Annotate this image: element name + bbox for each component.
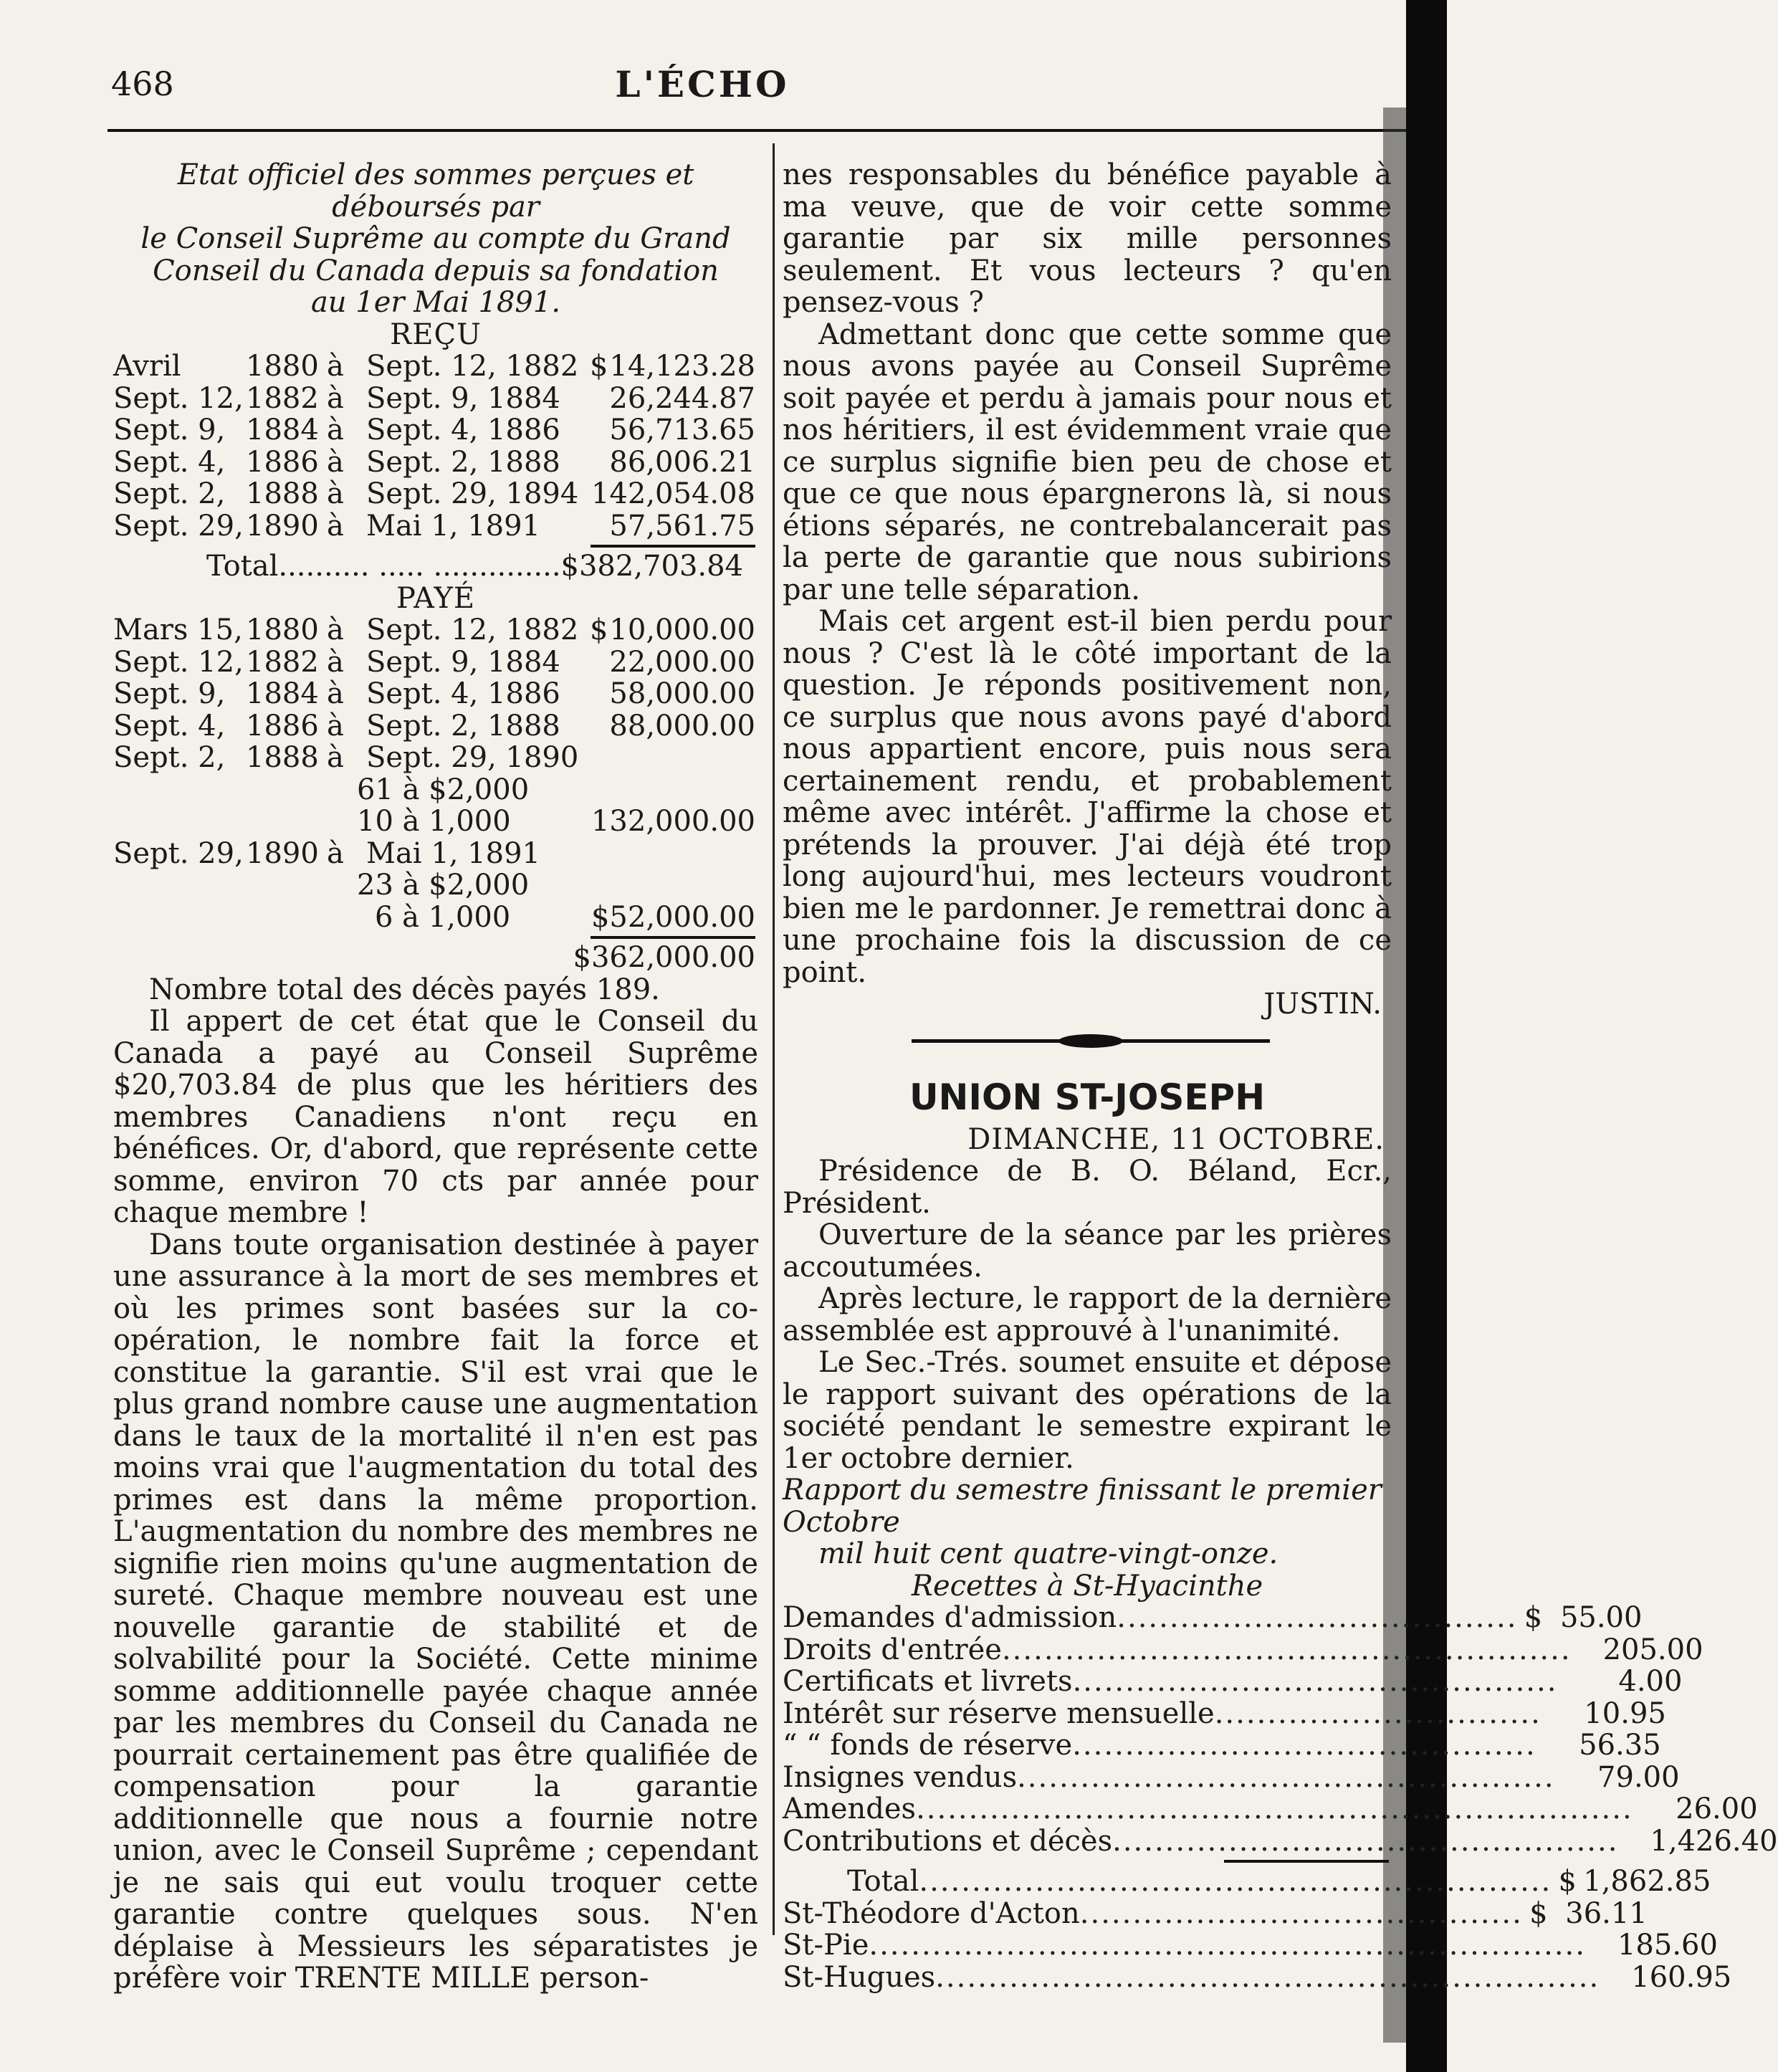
received-row: Avril 1880 à Sept. 12, 1882 $ 14,123.28 (113, 350, 755, 383)
paid-row: Sept. 29, 1890 à Mai 1, 1891 (113, 836, 540, 870)
paragraph: Après lecture, le rapport de la dernière assemblée est approuvé à l'unanimité. (783, 1282, 1392, 1347)
branch-row: St-Pie .................................................................... 185.60 (783, 1929, 1718, 1962)
receipt-row: Intérêt sur réserve mensuelle ............................... 10.95 (783, 1696, 1666, 1730)
paragraph: Il appert de cet état que le Conseil du Canada a payé au Conseil Suprême $20,703.84 de plus que les héritiers des membres Canadiens n'ont reçu en bénéfices. Or, d'abord, que représente cette somme, environ 70 cts par année pour chaque membre ! (113, 1005, 758, 1229)
branch-row: St-Hugues ............................................................... 160.95 (783, 1960, 1732, 1994)
paragraph: Ouverture de la séance par les prières accoutumées. (783, 1218, 1392, 1284)
date-line: DIMANCHE, 11 OCTOBRE. (967, 1122, 1385, 1156)
sum-rule (783, 1857, 1392, 1866)
right-column (783, 158, 1778, 1994)
receipt-row: Contributions et décès ................................................ 1,426.40 (783, 1824, 1778, 1858)
statement-heading-line: Etat officiel des sommes perçues et déboursés par (177, 158, 694, 224)
column-divider (773, 143, 775, 1935)
receipt-row: “ “ fonds de réserve ............................................ 56.35 (783, 1729, 1661, 1762)
left-column (113, 159, 758, 1995)
paragraph: Le Sec.-Trés. soumet ensuite et dépose le rapport suivant des opérations de la société pendant le semestre expirant le 1er octobre dernier. (783, 1346, 1392, 1475)
paid-subrow: 23 à $2,000 (357, 869, 530, 902)
received-row: Sept. 4, 1886 à Sept. 2, 1888 86,006.21 (113, 445, 755, 479)
statement-heading-line: le Conseil Suprême au compte du Grand (140, 222, 731, 255)
receipt-row: Insignes vendus ................................................... 79.00 (783, 1760, 1680, 1794)
paid-row: Sept. 2, 1888 à Sept. 29, 1890 (113, 741, 579, 774)
paid-row: Sept. 9, 1884 à Sept. 4, 1886 58,000.00 (113, 677, 755, 710)
paid-row: Sept. 12, 1882 à Sept. 9, 1884 22,000.00 (113, 645, 755, 679)
received-row: Sept. 12, 1882 à Sept. 9, 1884 26,244.87 (113, 381, 755, 415)
page-number: 468 (111, 65, 174, 103)
statement-heading-line: au 1er Mai 1891. (310, 286, 561, 319)
report-title: mil huit cent quatre-vingt-onze. (818, 1537, 1278, 1570)
paid-title: PAYÉ (396, 581, 476, 615)
paragraph: Admettant donc que cette somme que nous avons payée au Conseil Suprême soit payée et perdu à jamais pour nous et nos héritiers, il est évidemment vraie que ce surplus signifie bien peu de chose et que ce que nous épargnerons là, si nous étions séparés, ne contrebalancerait pas la perte de garantie que nous subirions par une telle séparation. (783, 318, 1392, 606)
page-header (0, 57, 1405, 136)
paragraph: Dans toute organisation destinée à payer une assurance à la mort de ses membres et où les primes sont basées sur la co-opération, le nombre fait la force et constitue la garantie. S'il est vrai que le plus grand nombre cause une augmentation dans le taux de la mortalité il n'en est pas moins vrai que l'augmentation du total des primes est dans la même proportion. L'augmentation du nombre des membres ne signifie rien moins qu'une augmentation de sureté. Chaque membre nouveau est une nouvelle garantie de stabilité et de solvabilité pour la Société. Cette minime somme additionnelle payée chaque année par les membres du Conseil du Canada ne pourrait certainement pas être qualifiée de compensation pour la garantie additionnelle que nous a fournie notre union, avec le Conseil Suprême ; cependant je ne sais qui eut voulu troquer cette garantie contre quelques sous. N'en déplaise à Messieurs les séparatistes je préfère voir TRENTE MILLE person- (113, 1228, 758, 1995)
branch-row: St-Théodore d'Acton .......................................... $ 36.11 (783, 1896, 1648, 1930)
paid-row: Mars 15, 1880 à Sept. 12, 1882 $ 10,000.00 (113, 614, 755, 646)
statement-heading-line: Conseil du Canada depuis sa fondation (153, 254, 719, 287)
receipt-row: Droits d'entrée ...................................................... 205.00 (783, 1633, 1703, 1666)
received-total-row: Total.......... ..... ..............$382,703.84 (206, 550, 744, 583)
receipt-row: Demandes d'admission ...................................... $ 55.00 (783, 1601, 1643, 1634)
deaths-line: Nombre total des décès payés 189. (149, 973, 660, 1006)
paid-row: Sept. 4, 1886 à Sept. 2, 1888 88,000.00 (113, 709, 755, 743)
received-row: Sept. 9, 1884 à Sept. 4, 1886 56,713.65 (113, 414, 755, 447)
receipts-total-row: Total ............................................................ $ 1,862.85 (847, 1865, 1711, 1898)
received-row: Sept. 29, 1890 à Mai 1, 1891 57,561.75 (113, 509, 755, 543)
header-rule (107, 129, 1412, 132)
receipts-title: Recettes à St-Hyacinthe (911, 1569, 1263, 1603)
paragraph: nes responsables du bénéfice payable à ma veuve, que de voir cette somme garantie par six mille personnes seulement. Et vous lecteurs ? qu'en pensez-vous ? (783, 158, 1392, 319)
paragraph: Présidence de B. O. Béland, Ecr., Président. (783, 1155, 1392, 1220)
receipt-row: Certificats et livrets .............................................. 4.00 (783, 1665, 1683, 1698)
received-title: REÇU (390, 318, 482, 351)
receipt-row: Amendes .................................................................... 26.00 (783, 1792, 1758, 1825)
received-row: Sept. 2, 1888 à Sept. 29, 1894 142,054.08 (113, 477, 755, 510)
section-title: UNION ST-JOSEPH (909, 1076, 1266, 1118)
section-ornament (783, 1021, 1392, 1064)
paragraph: Mais cet argent est-il bien perdu pour nous ? C'est là le côté important de la question. Je réponds positivement non, ce surplus que nous avons payé d'abord nous appartient encore, puis nous sera certainement rendu, et probablement même avec intérêt. J'affirme la chose et prétends la prouver. J'ai déjà été trop long aujourd'hui, mes lecteurs voudront bien me le pardonner. Je remettrai donc à une prochaine fois la discussion de ce point. (783, 605, 1392, 989)
paid-subrow: 6 à 1,000 $52,000.00 (375, 900, 755, 934)
paid-subrow: 61 à $2,000 (357, 773, 530, 806)
paid-subrow: 10 à 1,000 132,000.00 (357, 805, 755, 838)
signature: JUSTIN. (1263, 988, 1382, 1021)
report-title: Rapport du semestre finissant le premier Octobre (783, 1474, 1382, 1539)
running-title: L'ÉCHO (615, 63, 790, 105)
paid-total-row: $362,000.00 (573, 941, 755, 974)
